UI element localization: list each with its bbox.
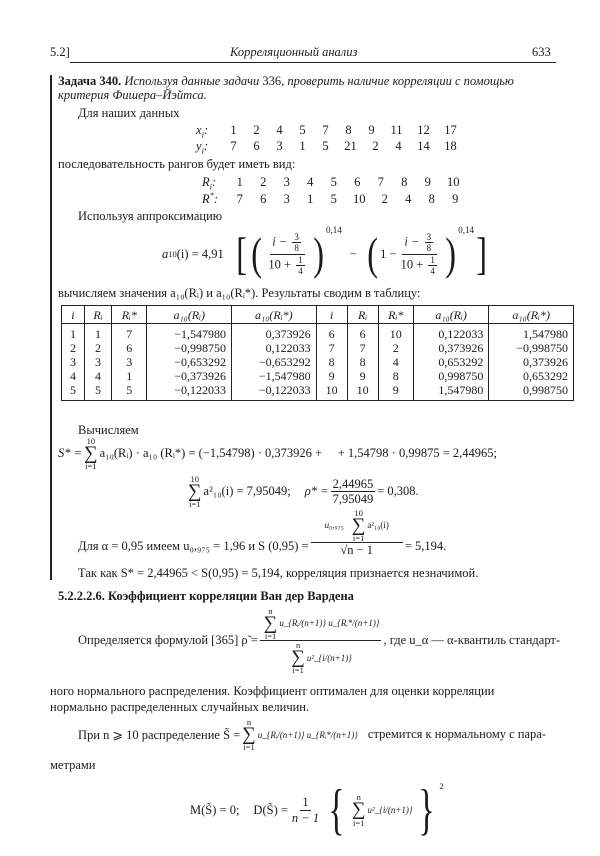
row-value: 3 bbox=[283, 192, 290, 206]
table-cell: 2 bbox=[84, 341, 111, 355]
table-cell: 9 bbox=[347, 369, 378, 383]
sum-limit: n bbox=[268, 606, 273, 616]
row-value: 21 bbox=[344, 139, 357, 153]
formula-text: √n − 1 bbox=[340, 543, 374, 558]
problem-text: , проверить наличие корреляции с помощью bbox=[281, 74, 514, 88]
approx-intro: Используя аппроксимацию bbox=[78, 209, 223, 223]
formula-text: 3 bbox=[426, 231, 432, 242]
paragraph-line: нормально распределенных случайных величин. bbox=[50, 700, 310, 714]
formula-text: D(S̃) = bbox=[253, 802, 288, 817]
problem-ref: 336 bbox=[259, 74, 282, 88]
row-value: 5 bbox=[322, 139, 329, 153]
rs-label: R bbox=[202, 192, 210, 206]
row-value: 4 bbox=[405, 192, 412, 206]
row-value: 5 bbox=[330, 175, 337, 189]
row-value: 4 bbox=[307, 175, 314, 189]
sum-limit: i=1 bbox=[243, 742, 255, 753]
table-cell: 0,998750 bbox=[489, 383, 574, 401]
running-title: Корреляционный анализ bbox=[230, 45, 358, 59]
fraction bbox=[399, 232, 441, 276]
table-cell: 0,653292 bbox=[489, 369, 574, 383]
row-value: 1 bbox=[299, 139, 306, 153]
sum-symbol: 10 ∑ i=1 bbox=[351, 508, 366, 544]
formula-text: u_{Rᵢ/(n+1)} u_{Rᵢ*/(n+1)} bbox=[279, 618, 380, 629]
sum-symbol: n ∑ i=1 bbox=[263, 606, 278, 642]
formula-text: u²_{i/(n+1)} bbox=[367, 805, 413, 815]
row-value: 8 bbox=[428, 192, 435, 206]
table-cell: 7 bbox=[347, 341, 378, 355]
y-label: y bbox=[196, 139, 202, 153]
table-cell: 3 bbox=[62, 355, 85, 369]
formula-text: − bbox=[349, 246, 357, 261]
table-cell: 7 bbox=[316, 341, 347, 355]
table-cell: −0,122033 bbox=[232, 383, 317, 401]
table-cell: 1 bbox=[112, 369, 147, 383]
sum-symbol: n ∑ i=1 bbox=[351, 792, 366, 828]
row-value: 12 bbox=[417, 123, 430, 137]
sum-limit: i=1 bbox=[264, 631, 277, 642]
paren-close: ) bbox=[313, 228, 324, 279]
r-row: $R_i$: 1 2 3 4 5 6 7 8 9 10 bbox=[202, 175, 467, 189]
table-cell: −0,653292 bbox=[232, 355, 317, 369]
formula-text: Определяется формулой [365] ρ̃ = bbox=[78, 633, 258, 648]
formula-text: 1 − bbox=[380, 246, 397, 261]
table-header-cell: Rᵢ bbox=[84, 306, 111, 324]
formula-text: 1 bbox=[302, 795, 309, 810]
problem-text: Используя данные задачи bbox=[124, 74, 260, 88]
table-cell: −0,998750 bbox=[147, 341, 232, 355]
problem-statement-line2: критерия Фишера–Йэйтса. bbox=[58, 88, 207, 102]
formula-text: 4 bbox=[298, 265, 303, 276]
paragraph-line: ного нормального распределения. Коэффициент оптимален для оценки корреляции bbox=[50, 684, 495, 698]
table-intro: вычисляем значения a₁₀(Rᵢ) и a₁₀(Rᵢ*). Результаты сводим в таблицу: bbox=[58, 286, 421, 300]
table-cell: 0,373926 bbox=[413, 341, 488, 355]
sum-symbol: n ∑ i=1 bbox=[291, 640, 305, 676]
x-row: $x_i$: 1 2 4 5 7 8 9 11 12 17 bbox=[196, 123, 464, 137]
formula-text: = 5,194. bbox=[404, 538, 447, 553]
problem-margin-bar bbox=[50, 75, 52, 580]
table-header-cell: Rᵢ* bbox=[378, 306, 413, 324]
formula-text: (i) = 4,91 bbox=[176, 246, 224, 261]
formula-text: u₀,₉₇₅ bbox=[324, 520, 344, 531]
formula-text: 3 bbox=[294, 231, 299, 242]
row-value: 10 bbox=[447, 175, 460, 189]
row-value: 2 bbox=[253, 123, 260, 137]
r-label: R bbox=[202, 175, 210, 189]
sum-limit: i=1 bbox=[292, 665, 304, 676]
formula-text: 1 bbox=[298, 254, 303, 265]
header-rule bbox=[70, 62, 556, 63]
page-number: 633 bbox=[532, 45, 551, 59]
fraction bbox=[311, 509, 403, 558]
table-cell: 3 bbox=[84, 355, 111, 369]
formula-text: 8 bbox=[294, 243, 299, 254]
table-cell: 9 bbox=[316, 369, 347, 383]
formula-text: i − bbox=[272, 234, 291, 249]
row-value: 1 bbox=[230, 123, 237, 137]
sum-symbol: n ∑ i=1 bbox=[242, 717, 256, 753]
table-cell: 2 bbox=[378, 341, 413, 355]
approx-formula: a 10 (i) = 4,91 [ ( i − $\frac{3}{8}$ 10 + $\frac{1}{4}$ ) $^{0,14}$ − ( 1 − i − $\frac{3}{8}$ 10 + $\frac{1}{4}$ ) $^{0,14}$ ] bbox=[162, 225, 488, 279]
fraction bbox=[266, 232, 308, 276]
fraction bbox=[260, 607, 382, 674]
table-cell: 8 bbox=[347, 355, 378, 369]
table-header-cell: a₁₀(Rᵢ*) bbox=[489, 306, 574, 324]
paragraph-line: метрами bbox=[50, 758, 96, 772]
y-sub: i bbox=[201, 145, 204, 156]
table-cell: 10 bbox=[378, 324, 413, 342]
sum-limit: 10 bbox=[354, 508, 363, 518]
row-value: 1 bbox=[307, 192, 314, 206]
table-cell: 0,998750 bbox=[413, 369, 488, 383]
row-value: 1 bbox=[236, 175, 243, 189]
s-star-formula bbox=[58, 437, 497, 470]
row-value: 6 bbox=[260, 192, 267, 206]
row-value: 7 bbox=[230, 139, 237, 153]
formula-text: 1 bbox=[430, 254, 435, 265]
fraction bbox=[331, 477, 376, 507]
formula-text: Для α = 0,95 имеем u₀,₉₇₅ = 1,96 и S (0,95) = bbox=[78, 538, 309, 553]
row-value: 14 bbox=[417, 139, 430, 153]
paren-open: ( bbox=[367, 228, 378, 279]
sum-squares-formula bbox=[186, 475, 419, 508]
section-number: 5.2] bbox=[50, 45, 70, 59]
table-cell: 0,373926 bbox=[489, 355, 574, 369]
table-cell: −0,653292 bbox=[147, 355, 232, 369]
table-row bbox=[62, 341, 574, 355]
row-value: 17 bbox=[444, 123, 457, 137]
fraction bbox=[290, 795, 321, 825]
problem-label: Задача 340. bbox=[58, 74, 122, 88]
row-value: 9 bbox=[424, 175, 431, 189]
formula-text: u²_{i/(n+1)} bbox=[306, 652, 352, 663]
bracket-open: [ bbox=[236, 228, 247, 279]
table-header-row bbox=[62, 306, 574, 324]
formula-text: 2,44965 bbox=[332, 476, 374, 491]
row-value: 2 bbox=[260, 175, 267, 189]
results-table bbox=[61, 305, 574, 401]
table-cell: 7 bbox=[112, 324, 147, 342]
paren-close: ) bbox=[445, 228, 456, 279]
x-label: x bbox=[196, 123, 202, 137]
formula-text: стремится к нормальному с пара- bbox=[367, 727, 546, 742]
conclusion: Так как S* = 2,44965 < S(0,95) = 5,194, корреляция признается незначимой. bbox=[78, 566, 479, 580]
sum-limit: n bbox=[296, 640, 301, 651]
row-value: 2 bbox=[381, 192, 388, 206]
table-header-cell: a₁₀(Rᵢ) bbox=[413, 306, 488, 324]
formula-text: n − 1 bbox=[291, 810, 320, 825]
formula-text: 10 + bbox=[268, 257, 295, 272]
table-cell: 1,547980 bbox=[489, 324, 574, 342]
row-value: 11 bbox=[390, 123, 403, 137]
row-value: 5 bbox=[299, 123, 306, 137]
row-value: 18 bbox=[444, 139, 457, 153]
formula-text: ρ* = bbox=[304, 484, 329, 499]
table-cell: −1,547980 bbox=[232, 369, 317, 383]
table-cell: 6 bbox=[112, 341, 147, 355]
formula-text: i − bbox=[404, 234, 423, 249]
formula-text: M(S̃) = 0; bbox=[190, 802, 240, 817]
table-cell: 5 bbox=[62, 383, 85, 401]
formula-text: 4 bbox=[430, 265, 435, 276]
table-cell: 1,547980 bbox=[413, 383, 488, 401]
r-star-row: R*: 7 6 3 1 5 10 2 4 8 9 bbox=[202, 192, 467, 206]
sum-limit: i=1 bbox=[352, 533, 365, 544]
table-cell: −0,373926 bbox=[147, 369, 232, 383]
critical-value-formula bbox=[78, 509, 446, 558]
data-intro: Для наших данных bbox=[78, 106, 180, 120]
sum-limit: 10 bbox=[190, 474, 200, 484]
brace-close: } bbox=[417, 779, 435, 841]
table-row bbox=[62, 324, 574, 342]
formula-text: a²₁₀(i) = 7,95049; bbox=[203, 484, 291, 499]
row-value: 3 bbox=[283, 175, 290, 189]
formula-text: , где u_α — α-квантиль стандарт- bbox=[383, 633, 561, 648]
row-value: 3 bbox=[276, 139, 283, 153]
table-cell: 3 bbox=[112, 355, 147, 369]
results-table-wrap bbox=[61, 305, 574, 401]
y-row: $y_i$: 7 6 3 1 5 21 2 4 14 18 bbox=[196, 139, 464, 153]
moments-formula bbox=[190, 779, 444, 841]
table-cell: 0,122033 bbox=[413, 324, 488, 342]
row-value: 10 bbox=[353, 192, 366, 206]
table-cell: 5 bbox=[112, 383, 147, 401]
formula-text: a bbox=[162, 246, 169, 261]
row-value: 7 bbox=[377, 175, 384, 189]
table-row bbox=[62, 369, 574, 383]
row-value: 9 bbox=[368, 123, 375, 137]
row-value: 8 bbox=[401, 175, 408, 189]
table-cell: 4 bbox=[62, 369, 85, 383]
table-cell: 10 bbox=[316, 383, 347, 401]
row-value: 5 bbox=[330, 192, 337, 206]
table-header-cell: a₁₀(Rᵢ*) bbox=[232, 306, 317, 324]
row-value: 7 bbox=[236, 192, 243, 206]
r-sub: i bbox=[209, 181, 213, 192]
x-sub: i bbox=[201, 129, 204, 140]
section-heading: 5.2.2.2.6. Коэффициент корреляции Ван дер Вардена bbox=[58, 589, 354, 603]
table-cell: 6 bbox=[316, 324, 347, 342]
distribution-formula bbox=[78, 718, 546, 751]
row-value: 4 bbox=[395, 139, 402, 153]
table-cell: 2 bbox=[62, 341, 85, 355]
formula-text: 10 + bbox=[400, 257, 427, 272]
sum-symbol: 10 ∑ i=1 bbox=[188, 474, 202, 510]
ranks-intro: последовательность рангов будет иметь вид: bbox=[58, 157, 296, 171]
sum-symbol: 10 ∑ i=1 bbox=[84, 436, 98, 472]
row-value: 8 bbox=[345, 123, 352, 137]
exponent: 0,14 bbox=[458, 225, 474, 235]
row-value: 7 bbox=[322, 123, 329, 137]
table-cell: 10 bbox=[347, 383, 378, 401]
table-cell: 4 bbox=[378, 355, 413, 369]
formula-text: u_{Rᵢ/(n+1)} u_{Rᵢ*/(n+1)} bbox=[257, 729, 358, 740]
bracket-close: ] bbox=[476, 228, 488, 279]
exponent: 2 bbox=[439, 781, 444, 791]
table-cell: 8 bbox=[378, 369, 413, 383]
row-value: 4 bbox=[276, 123, 283, 137]
table-cell: 1 bbox=[84, 324, 111, 342]
row-value: 9 bbox=[452, 192, 459, 206]
formula-text: = 0,308. bbox=[377, 484, 419, 499]
table-cell: −1,547980 bbox=[147, 324, 232, 342]
sum-limit: 10 bbox=[86, 436, 96, 446]
rs-sup: * bbox=[209, 189, 214, 200]
compute-intro: Вычисляем bbox=[78, 423, 139, 437]
table-cell: −0,998750 bbox=[489, 341, 574, 355]
table-header-cell: i bbox=[62, 306, 85, 324]
formula-text: 8 bbox=[426, 243, 432, 254]
sum-limit: n bbox=[356, 792, 361, 803]
table-cell: 0,373926 bbox=[232, 324, 317, 342]
formula-text: a²₁₀(i) bbox=[367, 520, 389, 531]
row-value: 6 bbox=[253, 139, 260, 153]
sum-limit: i=1 bbox=[353, 817, 365, 828]
sum-limit: i=1 bbox=[189, 499, 201, 510]
table-cell: −0,122033 bbox=[147, 383, 232, 401]
table-cell: 6 bbox=[347, 324, 378, 342]
table-header-cell: a₁₀(Rᵢ) bbox=[147, 306, 232, 324]
row-value: 6 bbox=[354, 175, 361, 189]
table-cell: 4 bbox=[84, 369, 111, 383]
exponent: 0,14 bbox=[326, 225, 342, 235]
table-cell: 1 bbox=[62, 324, 85, 342]
formula-text: a₁₀(Rᵢ) · a₁₀ (Rᵢ*) = (−1,54798) · 0,373926 + + 1,54798 · 0,99875 = 2,44965; bbox=[99, 446, 497, 461]
table-cell: 0,653292 bbox=[413, 355, 488, 369]
problem-statement-line1 bbox=[58, 74, 514, 89]
sum-limit: n bbox=[246, 717, 252, 727]
table-row bbox=[62, 383, 574, 401]
table-cell: 0,122033 bbox=[232, 341, 317, 355]
table-cell: 5 bbox=[84, 383, 111, 401]
sum-limit: i=1 bbox=[85, 461, 97, 472]
definition-formula bbox=[78, 607, 560, 674]
table-header-cell: Rᵢ bbox=[347, 306, 378, 324]
table-row bbox=[62, 355, 574, 369]
formula-text: При n ⩾ 10 распределение S̃ = bbox=[78, 727, 241, 742]
table-header-cell: Rᵢ* bbox=[112, 306, 147, 324]
table-header-cell: i bbox=[316, 306, 347, 324]
formula-text: 7,95049 bbox=[332, 492, 374, 507]
paren-open: ( bbox=[251, 228, 263, 279]
brace-open: { bbox=[328, 779, 345, 841]
formula-text: S* = bbox=[58, 446, 83, 461]
table-cell: 9 bbox=[378, 383, 413, 401]
row-value: 2 bbox=[372, 139, 379, 153]
table-cell: 8 bbox=[316, 355, 347, 369]
